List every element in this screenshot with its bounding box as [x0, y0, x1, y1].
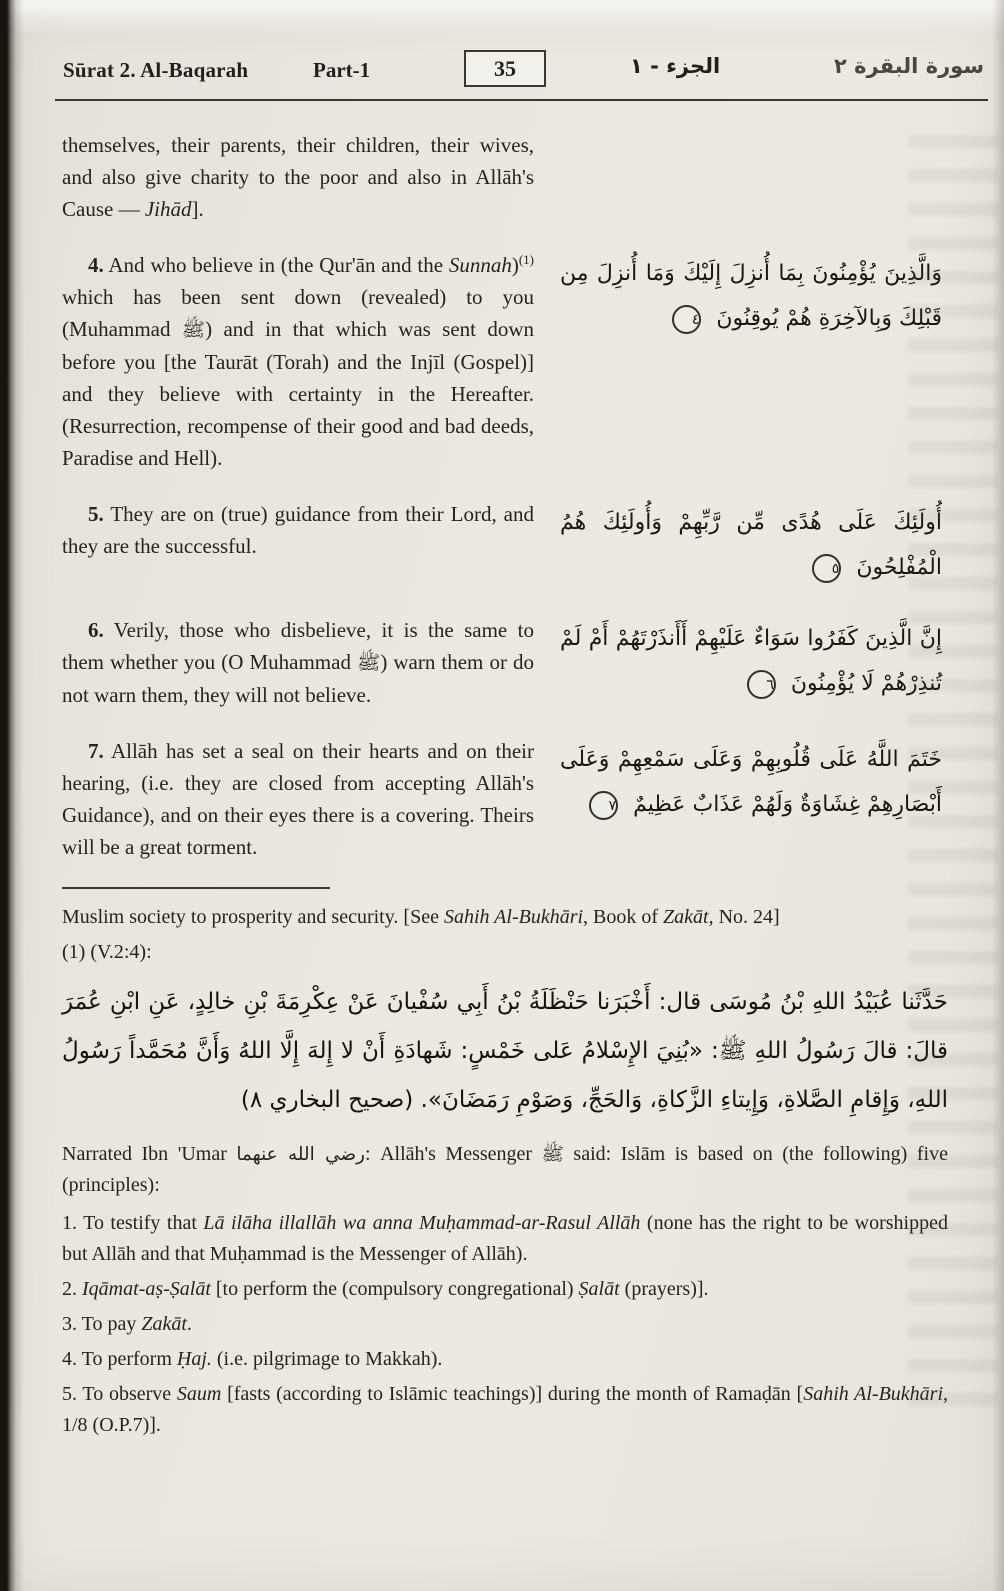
verse-4-text: وَالَّذِينَ يُؤْمِنُونَ بِمَا أُنزِلَ إِلَيْكَ وَمَا أُنزِلَ مِن قَبْلِكَ وَبِالآخِرَةِ هُمْ يُوقِنُونَ — [560, 261, 942, 331]
footnote-carryover: Muslim society to prosperity and security. [See Sahih Al-Bukhāri, Book of Zakāt, No. 24] — [62, 906, 780, 928]
part-label: Part-1 — [313, 58, 371, 82]
ayah-marker-4: ٤ — [672, 305, 701, 334]
footnote-narration: Narrated Ibn 'Umar رضي الله عنهما: Allāh's Messenger ﷺ said: Islām is based on (the following) five (principles): — [62, 1143, 948, 1196]
page-number: 35 — [464, 50, 546, 87]
footnotes-section — [62, 887, 948, 1441]
translation-verse-6: 6. Verily, those who disbelieve, it is the same to them whether you (O Muhammad ﷺ) warn them or do not warn them, they will not believe. — [62, 618, 534, 707]
page-body — [62, 129, 942, 863]
principle-1: 1. To testify that Lā ilāha illallāh wa anna Muḥammad-ar-Rasul Allāh (none has the right to be worshipped but Allāh and that Muḥammad is the Messenger of Allāh). — [62, 1212, 948, 1265]
ayah-marker-5: ٥ — [812, 554, 841, 583]
quran-verse-5-arabic — [560, 498, 942, 590]
surah-title-latin: Sūrat 2. Al-Baqarah — [63, 58, 249, 82]
principle-5: 5. To observe Saum [fasts (according to Islāmic teachings)] during the month of Ramaḍān [Sahih Al-Bukhāri, 1/8 (O.P.7)]. — [62, 1383, 949, 1436]
translation-verse-4: 4. And who believe in (the Qur'ān and the Sunnah)$^{(1)}$ which has been sent down (revealed) to you (Muhammad ﷺ) and in that which was sent down before you [the Taurāt (Torah) and the Injīl (Gospel)] and they believe with certainty in the Hereafter. (Resurrection, recompense of their good and bad deeds, Paradise and Hell). — [62, 252, 534, 470]
ayah-marker-6: ٦ — [747, 670, 776, 699]
verse-6-text: إِنَّ الَّذِينَ كَفَرُوا سَوَاءٌ عَلَيْهِمْ أَأَنذَرْتَهُمْ أَمْ لَمْ تُنذِرْهُمْ لَا يُؤْمِنُونَ — [560, 626, 942, 696]
footnote-divider — [62, 887, 330, 889]
principle-2: 2. Iqāmat-aṣ-Ṣalāt [to perform the (compulsory congregational) Ṣalāt (prayers)]. — [62, 1278, 709, 1300]
quran-verse-6-arabic — [560, 614, 942, 706]
principle-4: 4. To perform Ḥaj. (i.e. pilgrimage to Makkah). — [62, 1348, 443, 1370]
quran-verse-4-arabic — [560, 249, 942, 341]
ayah-marker-7: ٧ — [589, 791, 618, 820]
page-header — [0, 50, 988, 92]
quran-verse-7-arabic — [560, 735, 942, 827]
principle-3: 3. To pay Zakāt. — [62, 1313, 192, 1335]
scan-top-highlight — [0, 0, 1004, 34]
footnote-ref-label: (1) (V.2:4): — [62, 941, 152, 963]
surah-title-arabic: سورة البقرة ٢ — [834, 54, 984, 78]
verse-7-text: خَتَمَ اللَّهُ عَلَى قُلُوبِهِمْ وَعَلَى سَمْعِهِمْ وَعَلَى أَبْصَارِهِمْ غِشَاوَةٌ وَلَهُمْ عَذَابٌ عَظِيمٌ — [560, 747, 942, 817]
verse-5-text: أُولَئِكَ عَلَى هُدًى مِّن رَّبِّهِمْ وَأُولَئِكَ هُمُ الْمُفْلِحُونَ — [560, 510, 942, 580]
translation-verse-5: 5. They are on (true) guidance from their Lord, and they are the successful. — [62, 502, 534, 558]
scan-right-edge — [992, 0, 1004, 1591]
hadith-arabic-text: حَدَّثَنا عُبَيْدُ اللهِ بْنُ مُوسَى قال: أَخْبَرَنا حَنْظَلَةُ بْنُ أَبِي سُفْيانَ عَنْ عِكْرِمَةَ بْنِ خالِدٍ، عَنِ ابْنِ عُمَرَ قالَ: قالَ رَسُولُ اللهِ ﷺ: «بُنِيَ الإِسْلامُ عَلى خَمْسٍ: شَهادَةِ أَنْ لا إِلهَ إِلَّا اللهُ وَأَنَّ مُحَمَّداً رَسُولُ اللهِ، وَإِقامِ الصَّلاةِ، وَإِيتاءِ الزَّكاةِ، وَالحَجِّ، وَصَوْمِ رَمَضَانَ». (صحيح البخاري ٨) — [62, 989, 948, 1113]
translation-verse-7: 7. Allāh has set a seal on their hearts and on their hearing, (i.e. they are closed from accepting Allāh's Guidance), and on their eyes there is a covering. Theirs will be a great torment. — [62, 739, 534, 859]
header-divider — [55, 99, 988, 101]
juz-label-arabic: الجزء - ١ — [630, 54, 721, 78]
scan-gutter-shadow — [0, 0, 24, 1591]
translation-continuation: themselves, their parents, their children, their wives, and also give charity to the poor and also in Allāh's Cause — Jihād]. — [62, 133, 534, 221]
